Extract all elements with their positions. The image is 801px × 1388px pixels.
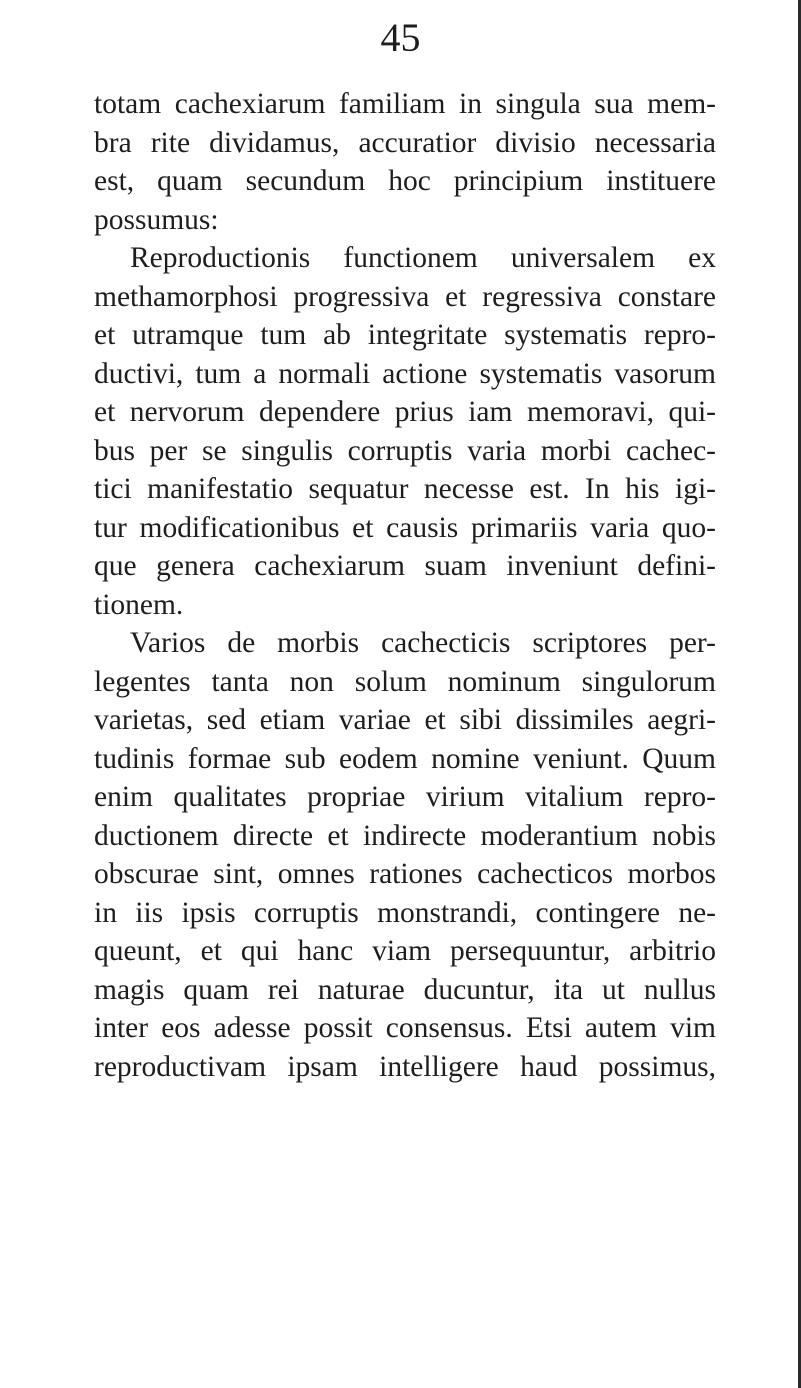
text-line: legentes tanta non solum nominum singulorum: [94, 665, 716, 698]
text-line: tionem.: [94, 588, 184, 621]
text-line: tici manifestatio sequatur necesse est. In his igi-: [94, 473, 716, 505]
text-line: possumus:: [94, 203, 219, 236]
paragraph-start-line: Varios de morbis cachecticis scriptores per-: [130, 627, 716, 659]
text-line: magis quam rei naturae ducuntur, ita ut nullus: [94, 973, 716, 1006]
text-line: que genera cachexiarum suam inveniunt defini-: [94, 550, 716, 582]
text-line: tur modificationibus et causis primariis varia quo-: [94, 511, 716, 544]
text-line: varietas, sed etiam variae et sibi dissimiles aegri-: [94, 704, 716, 736]
text-line: tudinis formae sub eodem nomine veniunt. Quum: [94, 742, 716, 775]
text-line: ductivi, tum a normali actione systematis vasorum: [94, 357, 716, 390]
text-line: reproductivam ipsam intelligere haud possimus,: [94, 1050, 716, 1083]
text-line: ductionem directe et indirecte moderantium nobis: [94, 819, 716, 852]
page-number: 45: [380, 15, 421, 60]
text-line: est, quam secundum hoc principium instituere: [94, 165, 716, 197]
text-line: methamorphosi progressiva et regressiva constare: [94, 280, 716, 313]
body-text: [94, 85, 716, 1086]
text-line: totam cachexiarum familiam in singula sua mem-: [94, 88, 716, 120]
text-line: et utramque tum ab integritate systematis repro-: [94, 319, 716, 351]
text-line: bus per se singulis corruptis varia morbi cachec-: [94, 434, 716, 467]
text-line: obscurae sint, omnes rationes cachecticos morbos: [94, 858, 716, 890]
text-line: et nervorum dependere prius iam memoravi, qui-: [94, 396, 716, 428]
paragraph-start-line: Reproductionis functionem universalem ex: [130, 242, 716, 274]
text-line: in iis ipsis corruptis monstrandi, contingere ne-: [94, 896, 716, 929]
text-line: inter eos adesse possit consensus. Etsi autem vim: [94, 1012, 716, 1044]
text-line: enim qualitates propriae virium vitalium repro-: [94, 781, 716, 813]
text-line: queunt, et qui hanc viam persequuntur, arbitrio: [94, 935, 716, 967]
text-line: bra rite dividamus, accuratior divisio necessaria: [94, 126, 716, 159]
